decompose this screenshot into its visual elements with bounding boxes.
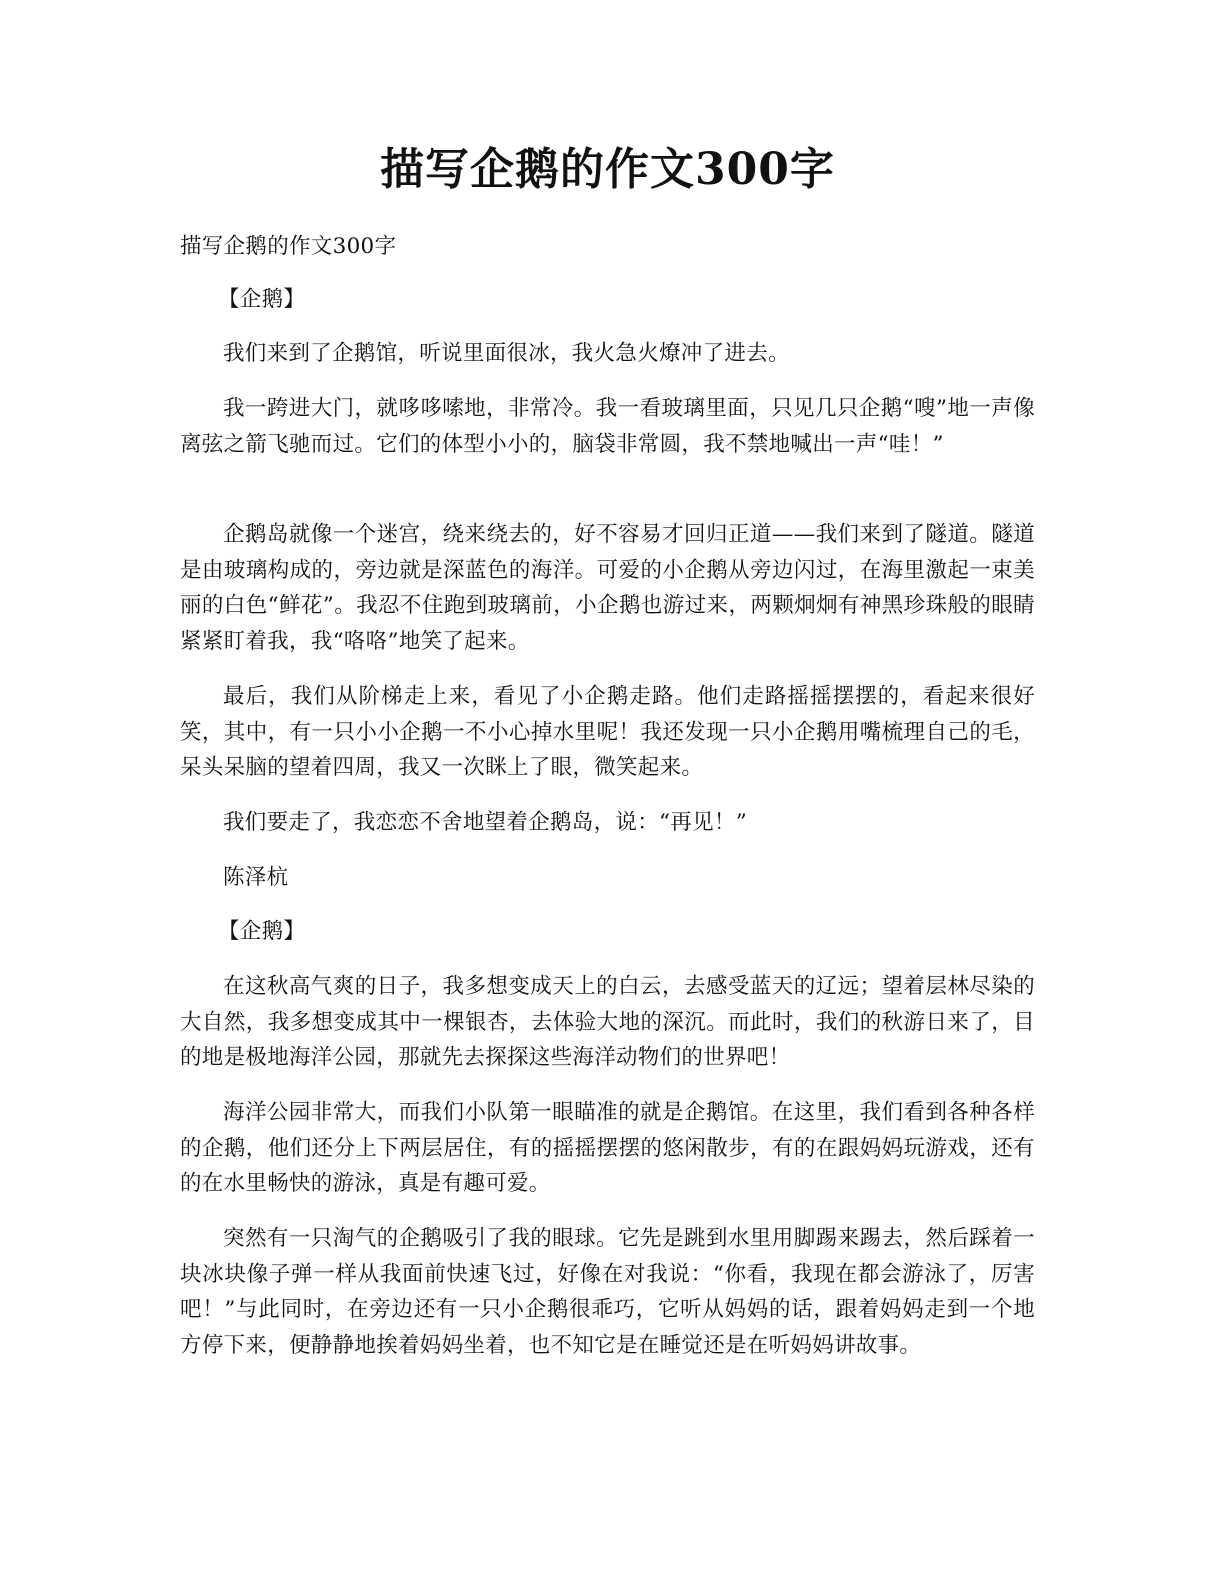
section-heading-2: 【企鹅】 — [218, 919, 306, 944]
paragraph-1: 我们来到了企鹅馆，听说里面很冰，我火急火燎冲了进去。 — [223, 341, 790, 366]
paragraph-8: 突然有一只淘气的企鹅吸引了我的眼球。它先是跳到水里用脚踢来踢去，然后踩着一块冰块像子弹一样从我面前快速飞过，好像在对我说：“你看，我现在都会游泳了，厉害吧！”与此同时，在旁边还有一只小企鹅很乖巧，它听从妈妈的话，跟着妈妈走到一个地方停下来，便静静地挨着妈妈坐着，也不知它是在睡觉还是在听妈妈讲故事。 — [180, 1226, 1035, 1358]
subtitle: 描写企鹅的作文300字 — [180, 234, 397, 259]
author-name: 陈泽杭 — [223, 865, 289, 890]
paragraph-5: 我们要走了，我恋恋不舍地望着企鹅岛，说：“再见！” — [223, 810, 747, 835]
paragraph-4: 最后，我们从阶梯走上来，看见了小企鹅走路。他们走路摇摇摆摆的，看起来很好笑，其中，有一只小小企鹅一不小心掉水里呢！我还发现一只小企鹅用嘴梳理自己的毛，呆头呆脑的望着四周，我又一次眯上了眼，微笑起来。 — [180, 684, 1035, 780]
page-title: 描写企鹅的作文300字 — [380, 144, 835, 195]
paragraph-7: 海洋公园非常大，而我们小队第一眼瞄准的就是企鹅馆。在这里，我们看到各种各样的企鹅，他们还分上下两层居住，有的摇摇摆摆的悠闲散步，有的在跟妈妈玩游戏，还有的在水里畅快的游泳，真是有趣可爱。 — [180, 1100, 1035, 1196]
section-heading-1: 【企鹅】 — [218, 287, 306, 312]
paragraph-2: 我一跨进大门，就哆哆嗦地，非常冷。我一看玻璃里面，只见几只企鹅“嗖”地一声像离弦之箭飞驰而过。它们的体型小小的，脑袋非常圆，我不禁地喊出一声“哇！” — [180, 396, 1035, 457]
paragraph-6: 在这秋高气爽的日子，我多想变成天上的白云，去感受蓝天的辽远；望着层林尽染的大自然，我多想变成其中一棵银杏，去体验大地的深沉。而此时，我们的秋游日来了，目的地是极地海洋公园，那就先去探探这些海洋动物们的世界吧！ — [180, 974, 1035, 1070]
paragraph-3: 企鹅岛就像一个迷宫，绕来绕去的，好不容易才回归正道——我们来到了隧道。隧道是由玻璃构成的，旁边就是深蓝色的海洋。可爱的小企鹅从旁边闪过，在海里激起一束美丽的白色“鲜花”。我忍不住跑到玻璃前，小企鹅也游过来，两颗炯炯有神黑珍珠般的眼睛紧紧盯着我，我“咯咯”地笑了起来。 — [180, 522, 1035, 654]
